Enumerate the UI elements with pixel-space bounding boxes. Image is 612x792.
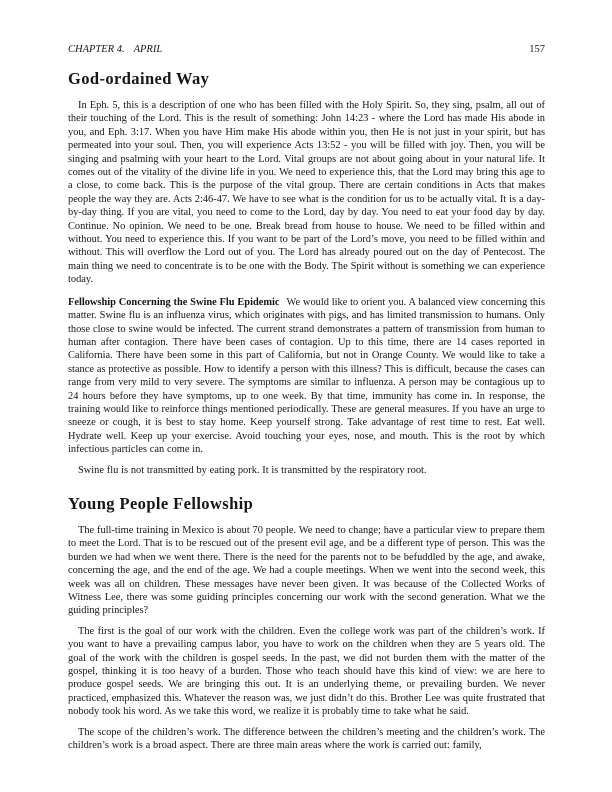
page-number: 157 [529,44,545,55]
section-title-god-ordained-way: God-ordained Way [68,69,210,88]
chapter-title-label: APRIL [133,44,163,55]
paragraph-ypf-3: The scope of the children’s work. The difference between the children’s meeting and the children’s work. The children’s work is a broad aspect. There are three main areas where the work is carried out: family, [68,726,545,752]
paragraph-ypf-2: The first is the goal of our work with the children. Even the college work was part of the children’s work. If you want to have a prevailing campus labor, you have to work on the children when they are 5 years old. The goal of the work with the children is gospel seeds. In the past, we did not burden them with the matter of the gospel, thinking it is too heavy of a burden. Those who teach should have this kind of view: we are here to produce gospel seeds. We are bringing this out. It is an underlying theme, or prevailing burden. We never practiced, emphasized this. Whatever the reason was, we just didn’t do this. Brother Lee was quite frustrated that nobody took his word. As we take this word, we realize it is probably time to take what he said. [68,625,545,718]
section-title-young-people-fellowship: Young People Fellowship [68,493,254,513]
paragraph-swine-flu-note: Swine flu is not transmitted by eating pork. It is transmitted by the respiratory root. [78,464,427,476]
paragraph-god-ordained-way: In Eph. 5, this is a description of one who has been filled with the Holy Spirit. So, they sing, psalm, all out of their touching of the Lord. This is the result of something: John 14:23 - where the Lord has made His abode in you, and Eph. 3:17. When you have Him make His abode within you, then He is not just in your spirit, but has permeated into your soul. Then, you will experience Acts 13:52 - you will be filled with joy. Then, you will be singing and psalming with your heart to the Lord. Vital groups are not about going about in your natural life. It comes out of the vitality of the divine life in you. We need to experience this, that the Lord may bring this age to a close, to come back. This is the purpose of the vital group. There are certain conditions in Acts that makes people the way they are. Acts 2:46-47. We have to see what is the condition for us to be actually vital. It is a day-by-day thing. If you are vital, you need to come to the Lord, day by day. You need to eat your food day by day. Continue. No opinion. We need to be one. Break bread from house to house. We need to be filled within and without. You need to experience this. If you want to be part of the Lord’s move, you need to be filled within and without. This will overflow the Lord out of you. The Lord has already poured out on the day of Pentecost. The main thing we need to concentrate is to be one with the Body. The Spirit without is something we can experience today. [68,100,545,286]
chapter-number-label: CHAPTER 4. [68,44,125,55]
run-in-heading-swine-flu: Fellowship Concerning the Swine Flu Epidemic [68,296,280,308]
run-in-body-swine-flu: We would like to orient you. A balanced view concerning this matter. Swine flu is an influenza virus, which originates with pigs, and has limited transmission to humans. Only those close to swine would be infected. The current strand demonstrates a pattern of transmission from human to human after contagion. There have been cases of contagion. Up to this time, there are 14 cases reported in California. There have been some in this part of California, but not in Orange County. We would like to take a stance as protective as possible. How to identify a person with this illness? This is difficult, because the cases can range from very mild to very severe. The symptoms are similar to influenza. A person may be contagious up to 24 hours before they have symptoms, up to one week. By that time, immunity has come in. In response, the training would like to reinforce things mentioned periodically. These are general measures. If you have an urge to sneeze or cough, it is best to stay home. Keep yourself strong. Take advantage of rest time to rest. Eat well. Hydrate well. Keep up your exercise. Avoid touching your eyes, nose, and mouth. This is the root by which infectious particles can come in. [68,296,545,456]
running-header [68,44,545,56]
paragraph-ypf-1: The full-time training in Mexico is about 70 people. We need to change; have a particular view to prepare them to meet the Lord. That is to be rescued out of the present evil age, and be a different type of person. This was the burden we had when we went there. There is the need for the parents not to be befuddled by the age, and awake, concerning the age, and the end of the age. We had a couple meetings. When we went into the second week, this week was all on children. These messages have never been given. It was because of the Collected Works of Witness Lee, there was some guiding principles concerning our work with the second generation. What we the guiding principles? [68,524,545,617]
running-header-chapter [68,44,162,56]
paragraph-swine-flu-fellowship [68,296,545,457]
